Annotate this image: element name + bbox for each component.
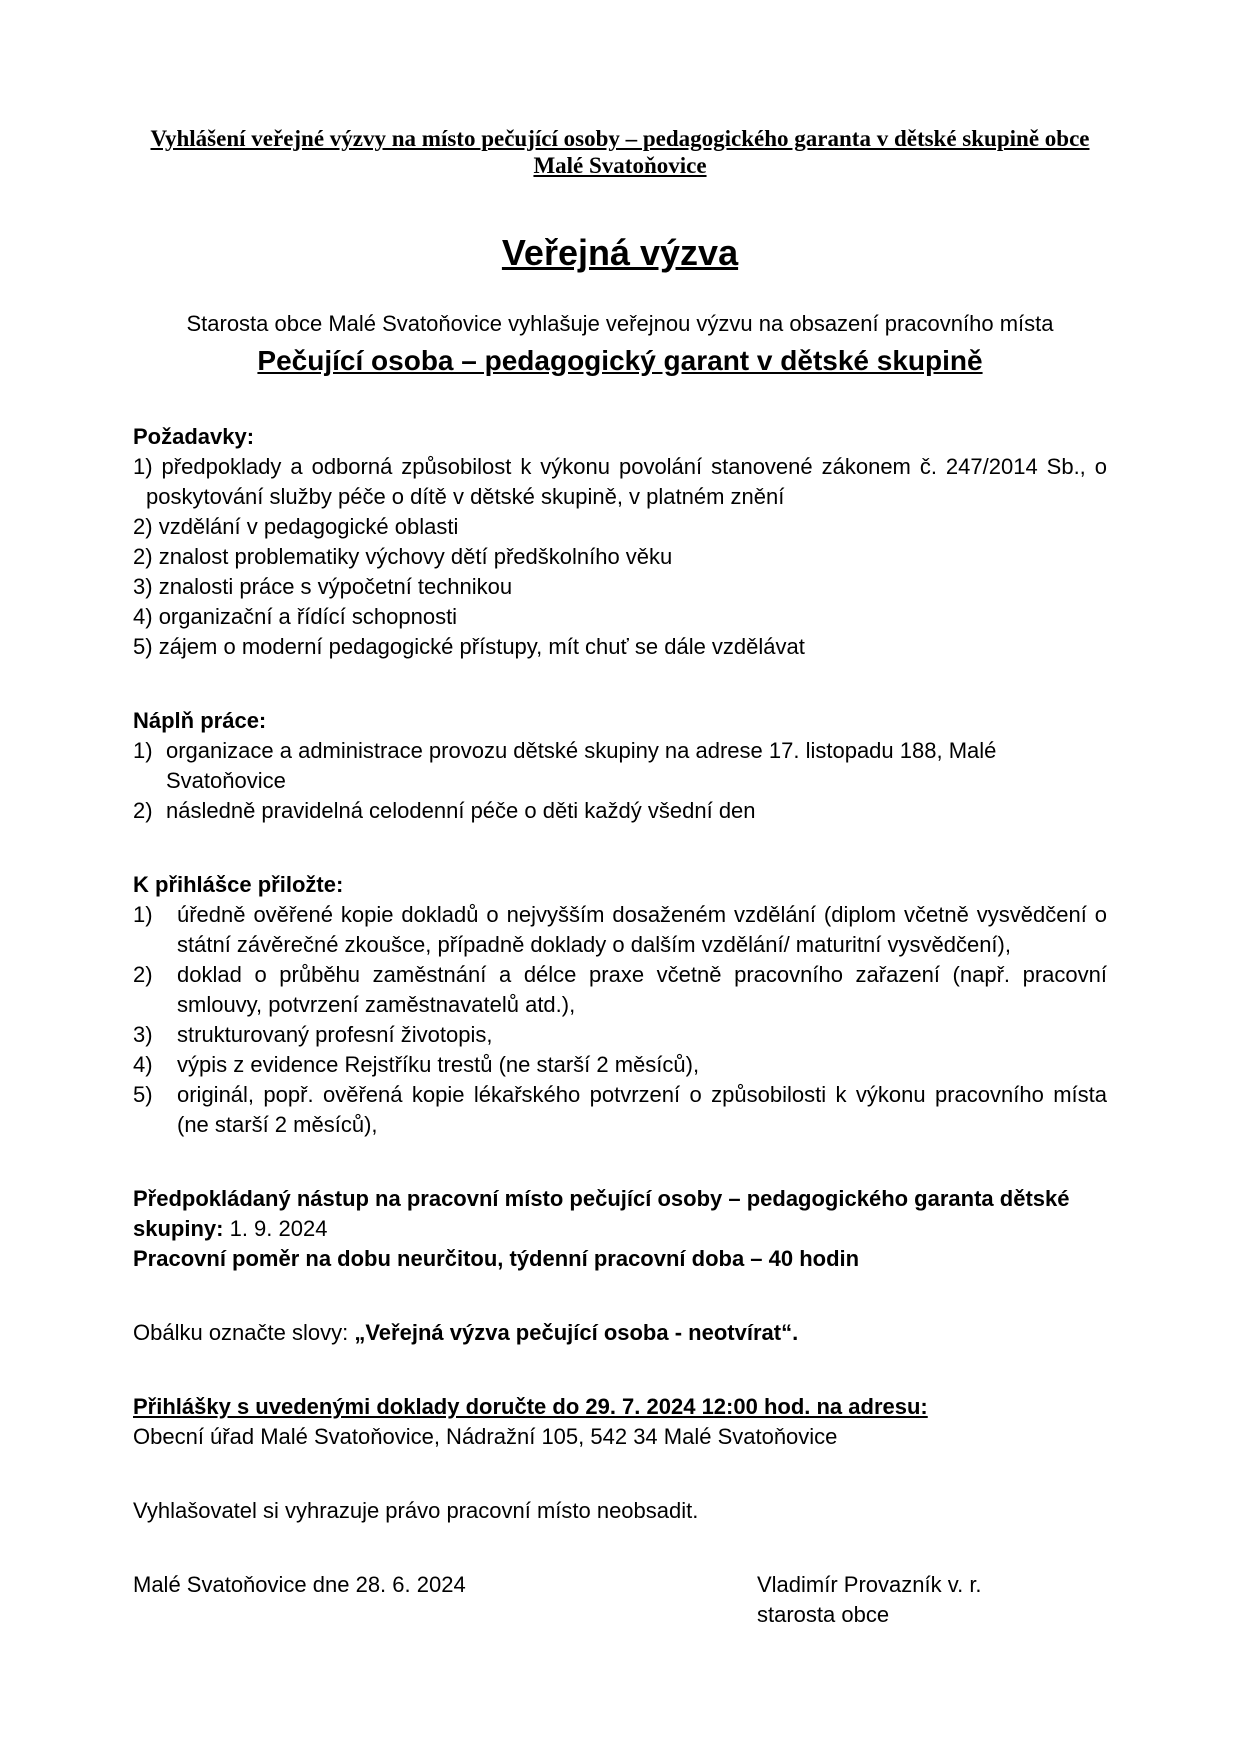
item-number: 1) [133,902,153,927]
item-text: doklad o průběhu zaměstnání a délce praxe včetně pracovního zařazení (např. pracovní smlouvy, potvrzení zaměstnavatelů atd.), [177,962,1107,1017]
list-item [133,632,1107,662]
list-item [133,900,1107,960]
signatory-name: Vladimír Provazník v. r. [757,1572,982,1597]
signatory-title: starosta obce [757,1602,890,1627]
requirements-heading: Požadavky: [133,424,255,449]
item-text: organizační a řídící schopnosti [158,604,458,629]
item-number: 4) [133,604,153,629]
job-description-heading: Náplň práce: [133,708,267,733]
item-number: 5) [133,1082,153,1107]
item-text: vzdělání v pedagogické oblasti [158,514,459,539]
employment-terms: Pracovní poměr na dobu neurčitou, týdenní pracovní doba – 40 hodin [133,1246,860,1271]
signature-block [133,1570,1107,1630]
attachments-list [133,900,1107,1140]
item-text: předpoklady a odborná způsobilost k výkonu povolání stanovené zákonem č. 247/2014 Sb., o poskytování služby péče o dítě v dětské skupině, v platném znění [146,454,1107,509]
list-item [133,736,1107,796]
start-date-label: Předpokládaný nástup na pracovní místo pečující osoby – pedagogického garanta dětské skupiny: [133,1186,1070,1241]
list-item [133,542,1107,572]
item-text: zájem o moderní pedagogické přístupy, mít chuť se dále vzdělávat [158,634,805,659]
requirements-list [133,452,1107,662]
item-text: originál, popř. ověřená kopie lékařského potvrzení o způsobilosti k výkonu pracovního místa (ne starší 2 měsíců), [177,1082,1107,1137]
start-date-paragraph [133,1184,1107,1244]
list-item [133,1080,1107,1140]
delivery-address: Obecní úřad Malé Svatoňovice, Nádražní 105, 542 34 Malé Svatoňovice [133,1424,838,1449]
item-text: strukturovaný profesní životopis, [177,1022,493,1047]
reservation-note: Vyhlašovatel si vyhrazuje právo pracovní místo neobsadit. [133,1498,699,1523]
document-title: Vyhlášení veřejné výzvy na místo pečující osoby – pedagogického garanta v dětské skupině obce Malé Svatoňovice [150,126,1090,178]
item-text: znalost problematiky výchovy dětí předškolního věku [158,544,673,569]
position-heading: Pečující osoba – pedagogický garant v dětské skupině [257,345,983,376]
place-and-date: Malé Svatoňovice dne 28. 6. 2024 [133,1572,466,1597]
start-date-value: 1. 9. 2024 [229,1216,328,1241]
item-number: 3) [133,574,153,599]
attachments-heading: K přihlášce přiložte: [133,872,344,897]
item-number: 2) [133,962,153,987]
envelope-note-prefix: Obálku označte slovy: [133,1320,355,1345]
item-number: 3) [133,1022,153,1047]
item-number: 1) [133,738,153,763]
item-number: 4) [133,1052,153,1077]
list-item [133,602,1107,632]
item-number: 1) [133,454,153,479]
list-item [133,960,1107,1020]
list-item [133,572,1107,602]
list-item [133,452,1107,512]
list-item [133,796,1107,826]
item-text: výpis z evidence Rejstříku trestů (ne starší 2 měsíců), [177,1052,700,1077]
item-text: následně pravidelná celodenní péče o děti každý všední den [166,798,756,823]
envelope-note-label: „Veřejná výzva pečující osoba - neotvírat“. [354,1320,799,1345]
item-number: 2) [133,544,153,569]
item-text: znalosti práce s výpočetní technikou [158,574,513,599]
signatory [757,1570,1107,1630]
item-number: 5) [133,634,153,659]
list-item [133,1050,1107,1080]
job-description-list [133,736,1107,826]
list-item [133,512,1107,542]
list-item [133,1020,1107,1050]
item-text: organizace a administrace provozu dětské skupiny na adrese 17. listopadu 188, Malé Svatoňovice [166,738,997,793]
intro-line: Starosta obce Malé Svatoňovice vyhlašuje veřejnou výzvu na obsazení pracovního místa [186,311,1054,336]
item-number: 2) [133,514,153,539]
main-heading: Veřejná výzva [501,232,739,273]
item-text: úředně ověřené kopie dokladů o nejvyšším dosaženém vzdělání (diplom včetně vysvědčení o státní závěrečné zkoušce, případně doklady o dalším vzdělání/ maturitní vysvědčení), [177,902,1107,957]
envelope-note [133,1318,1107,1348]
item-number: 2) [133,798,153,823]
deadline-line: Přihlášky s uvedenými doklady doručte do 29. 7. 2024 12:00 hod. na adresu: [133,1394,928,1419]
